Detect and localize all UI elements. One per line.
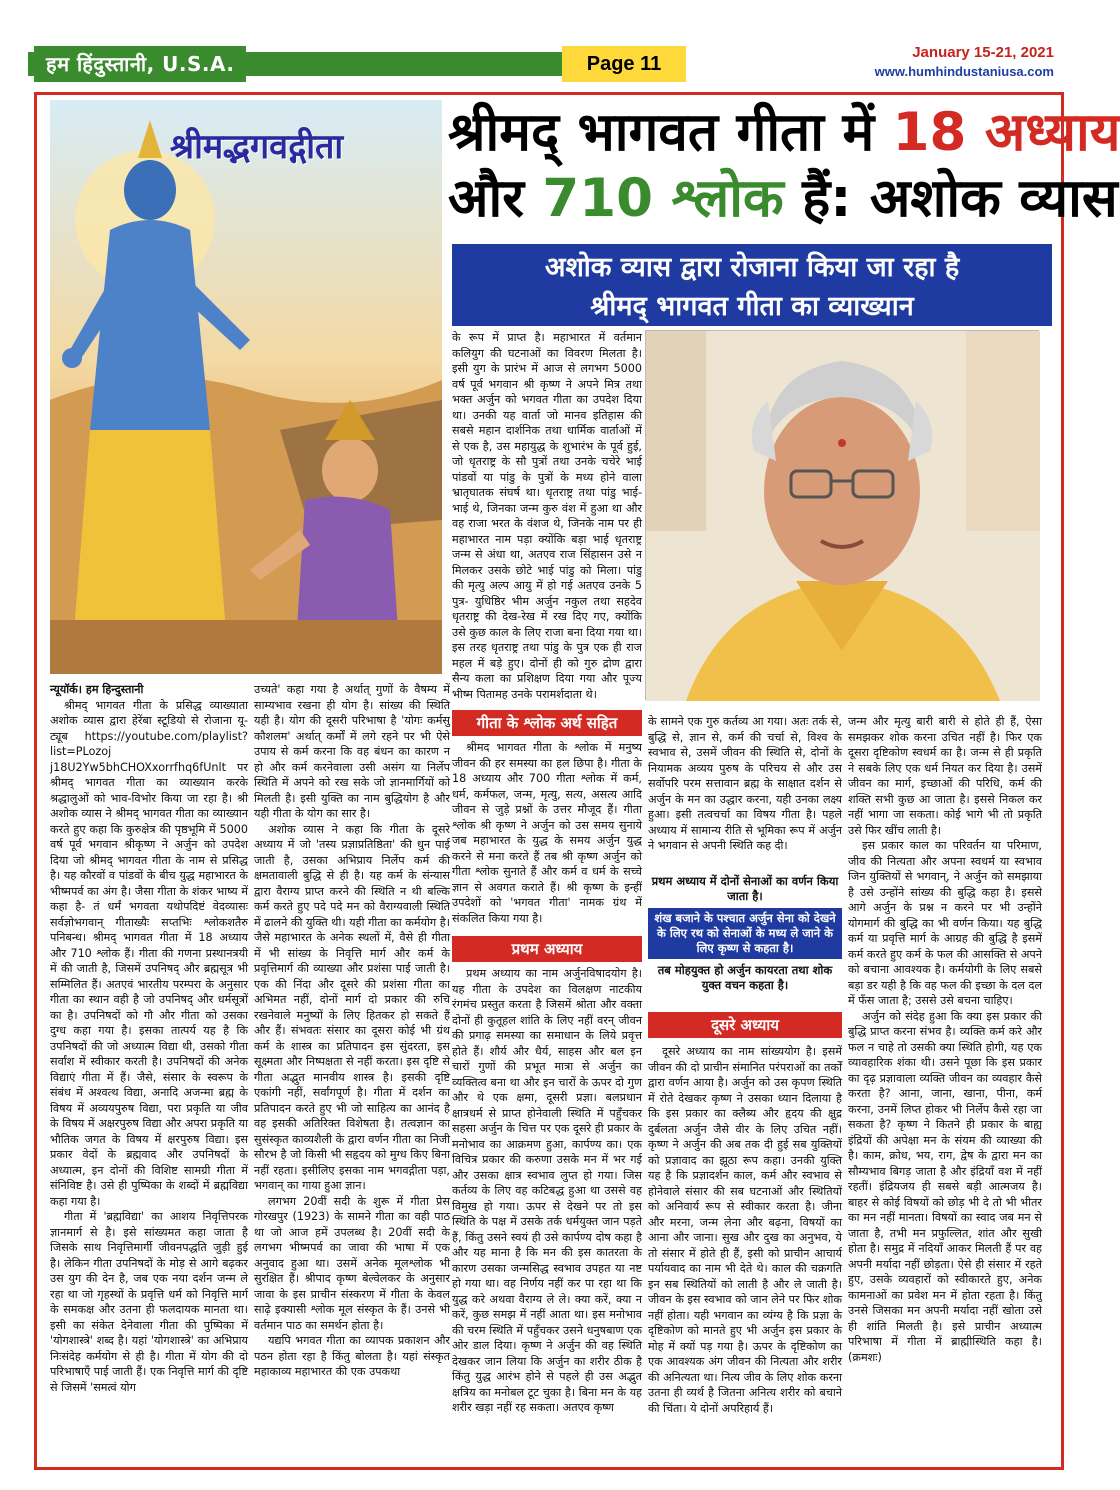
newspaper-title: हम हिंदुस्तानी, U.S.A.	[34, 46, 246, 82]
section-heading-chapter-2: दूसरे अध्याय	[648, 1012, 842, 1038]
gita-illustration	[50, 100, 442, 674]
issue-date: January 15-21, 2021	[912, 44, 1054, 61]
col2-paragraph-2: अशोक व्यास ने कहा कि गीता के दूसरे अध्याय में जो 'तस्य प्रज्ञाप्रतिष्ठिता' की धुन पाई जाती है, उसका अभिप्राय निर्लेप कर्म की क्षमतावाली बुद्धि से ही है। यह कर्म के संन्यास द्वारा वैराग्य प्राप्त करने की स्थिति न थी बल्कि कर्म करते हुए पदे पदे मन को वैराग्यवाली स्थिति में ढालने की युक्ति थी। यही गीता का कर्मयोग है। जैसे महाभारत के अनेक स्थलों में, वैसे ही गीता में भी सांख्य के निवृत्ति मार्ग और कर्म के प्रवृत्तिमार्ग की व्याख्या और प्रशंसा पाई जाती है। एक की निंदा और दूसरे की प्रशंसा गीता का अभिमत नहीं, दोनों मार्ग दो प्रकार की रुचि रखनेवाले मनुष्यों के लिए हितकर हो सकते हैं और हैं। संभवतः संसार का दूसरा कोई भी ग्रंथ कर्म के शास्त्र का प्रतिपादन इस सुंदरता, इस सूक्ष्मता और निष्पक्षता से नहीं करता। इस दृष्टि से गीता अद्भुत मानवीय शास्त्र है। इसकी दृष्टि एकांगी नहीं, सर्वांगपूर्ण है। गीता में दर्शन का प्रतिपादन करते हुए भी जो साहित्य का आनंद है वह इसकी अतिरिक्त विशेषता है। तत्वज्ञान का सुसंस्कृत काव्यशैली के द्वारा वर्णन गीता का निजी सौरभ है जो किसी भी सहृदय को मुग्ध किए बिना नहीं रहता। इसीलिए इसका नाम भगवद्गीता पड़ा, भगवान् का गाया हुआ ज्ञान।	[254, 822, 450, 1192]
col1-paragraph-1: श्रीमद् भागवत गीता के प्रसिद्ध व्याख्याता अशोक व्यास द्वारा हेरेंबा स्टूडियो से रोजाना यू- ट्यूब https://youtube.com/playlist?list=PLozoj j18U2Yw5bhCHOXxorrfhq6fUnlt पर श्रीमद् भागवत गीता का व्याख्यान करके श्रद्धालुओं को भाव-विभोर किया जा रहा है। श्री अशोक व्यास ने श्रीमद् भागवत गीता का व्याख्यान करते हुए कहा कि कुरुक्षेत्र की पृष्ठभूमि में 5000 वर्ष पूर्व भगवान श्रीकृष्ण ने अर्जुन को उपदेश दिया जो श्रीमद् भागवत गीता के नाम से प्रसिद्ध है। यह कौरवों व पांडवों के बीच युद्ध महाभारत के भीष्मपर्व का अंग है। जैसा गीता के शंकर भाष्य में कहा है- तं धर्मं भगवता यथोपदिष्टं वेदव्यासः सर्वज्ञोभगवान् गीताख्यैः सप्तभिः श्लोकशतैरु पनिबन्ध। श्रीमद् भागवत गीता में 18 अध्याय और 710 श्लोक हैं। गीता की गणना प्रस्थानत्रयी में की जाती है, जिसमें उपनिषद् और ब्रह्मसूत्र भी सम्मिलित हैं। अतएवं भारतीय परम्परा के अनुसार गीता का स्थान वही है जो उपनिषद् और धर्मसूत्रों का है। उपनिषदों को गौ और गीता को उसका दुग्ध कहा गया है। इसका तात्पर्य यह है कि उपनिषदों की जो अध्यात्म विद्या थी, उसको गीता सर्वांश में स्वीकार करती है। उपनिषदों की अनेक विद्याएं गीता में हैं। जैसे, संसार के स्वरूप के संबंध में अश्वत्थ विद्या, अनादि अजन्मा ब्रह्म के विषय में अव्ययपुरुष विद्या, परा प्रकृति या जीव के विषय में अक्षरपुरुष विद्या और अपरा प्रकृति या भौतिक जगत के विषय में क्षरपुरुष विद्या। इस प्रकार वेदों के ब्रह्मवाद और उपनिषदों के अध्यात्म, इन दोनों की विशिष्ट सामग्री गीता में संनिविष्ट है। उसे ही पुष्पिका के शब्दों में ब्रह्मविद्या कहा गया है।	[50, 698, 248, 1208]
article-column-3-top	[452, 330, 642, 710]
col4-paragraph-1: के सामने एक गुरु कर्तव्य आ गया। अतः तर्क से, बुद्धि से, ज्ञान से, कर्म की चर्चा से, विश्व के स्वभाव से, उसमें जीवन की स्थिति से, दोनों के नियामक अव्यय पुरुष के परिचय से और उस सर्वोपरि परम सत्तावान ब्रह्म के साक्षात दर्शन से अर्जुन के मन का उद्धार करना, यही उनका लक्ष्य हुआ। इसी तत्वचर्चा का विषय गीता है। पहले अध्याय में सामान्य रीति से भूमिका रूप में अर्जुन ने भगवान से अपनी स्थिति कह दी।	[648, 715, 842, 852]
subheadline-line-2: श्रीमद् भागवत गीता का व्याख्यान	[590, 291, 914, 322]
col2-paragraph-1: उच्यते' कहा गया है अर्थात् गुणों के वैषम्य में साम्यभाव रखना ही योग है। सांख्य की स्थिति यही है। योग की दूसरी परिभाषा है 'योगः कर्मसु कौशलम' अर्थात् कर्मों में लगे रहने पर भी ऐसे उपाय से कर्म करना कि वह बंधन का कारण न हो और कर्म करनेवाला उसी असंग या निर्लेप स्थिति में अपने को रख सके जो ज्ञानमार्गियों को मिलती है। इसी युक्ति का नाम बुद्धियोग है और यही गीता के योग का सार है।	[254, 683, 450, 820]
col5-paragraph-1: जन्म और मृत्यु बारी बारी से होते ही हैं, ऐसा समझकर शोक करना उचित नहीं है। फिर एक दूसरा दृष्टिकोण स्वधर्म का है। जन्म से ही प्रकृति ने सबके लिए एक धर्म नियत कर दिया है। उसमें जीवन का मार्ग, इच्छाओं की परिधि, कर्म की शक्ति सभी कुछ आ जाता है। इससे निकल कर नहीं भागा जा सकता। कोई भागे भी तो प्रकृति उसे फिर खींच लाती है।	[848, 715, 1042, 837]
chapter-1-callout	[648, 874, 842, 993]
headline-line-1	[448, 100, 1120, 166]
headline-line2-end: हैं: अशोक व्यास	[783, 168, 1118, 229]
article-byline: न्यूयॉर्क। हम हिन्दुस्तानी	[50, 683, 144, 696]
article-column-1	[50, 682, 248, 1460]
col3-paragraph-1: के रूप में प्राप्त है। महाभारत में वर्तमान कलियुग की घटनाओं का विवरण मिलता है। इसी युग के प्रारंभ में आज से लगभग 5000 वर्ष पूर्व भगवान श्री कृष्ण ने अपने मित्र तथा भक्त अर्जुन को भगवत गीता का उपदेश दिया था। उनकी यह वार्ता जो मानव इतिहास की सबसे महान दार्शनिक तथा धार्मिक वार्ताओं में से एक है, उस महायुद्ध के शुभारंभ के पूर्व हुई, जो धृतराष्ट्र के सौ पुत्रों तथा उनके चचेरे भाई पांडवों या पांडु के पुत्रों के मध्य होने वाला भ्रातृघातक संघर्ष था। धृतराष्ट्र तथा पांडु भाई-भाई थे, जिनका जन्म कुरु वंश में हुआ था और वह राजा भरत के वंशज थे, जिनके नाम पर ही महाभारत नाम पड़ा क्योंकि बड़ा भाई धृतराष्ट्र जन्म से अंधा था, अतएव राज सिंहासन उसे न मिलकर उसके छोटे भाई पांडु को मिला। पांडु की मृत्यु अल्प आयु में हो गई अतएव उनके 5 पुत्र- युधिष्ठिर भीम अर्जुन नकुल तथा सहदेव धृतराष्ट्र की देख-रेख में रख दिए गए, क्योंकि उसे कुछ काल के लिए राजा बना दिया गया था। इस तरह धृतराष्ट्र तथा पांडु के पुत्र एक ही राज महल में बड़े हुए। दोनों ही को गुरु द्रोण द्वारा सैन्य कला का प्रशिक्षण दिया गया और पूज्य भीष्म पितामह उनके परामर्शदाता थे।	[452, 331, 642, 701]
krishna-arjuna-illustration	[50, 100, 442, 674]
callout-bottom: तब मोहयुक्त हो अर्जुन कायरता तथा शोक युक्त वचन कहता है।	[657, 963, 833, 992]
headline-line1-highlight: 18 अध्याय	[892, 102, 1120, 163]
page-number: Page 11	[562, 46, 686, 82]
headline-line-2	[448, 166, 1118, 232]
callout-top: प्रथम अध्याय में दोनों सेनाओं का वर्णन किया जाता है।	[651, 874, 839, 903]
headline-line2-highlight: 710 श्लोक	[542, 168, 784, 229]
col5-paragraph-2: इस प्रकार काल का परिवर्तन या परिमाण, जीव की नित्यता और अपना स्वधर्म या स्वभाव जिन युक्तियों से भगवान्, ने अर्जुन को समझाया है उसे उन्होंने सांख्य की बुद्धि कहा है। इससे आगे अर्जुन के प्रश्न न करने पर भी उन्होंने योगमार्ग की बुद्धि का भी वर्णन किया। यह बुद्धि कर्म या प्रवृत्ति मार्ग के आग्रह की बुद्धि है इसमें कर्म करते हुए कर्म के फल की आसक्ति से अपने को बचाना आवश्यक है। कर्मयोगी के लिए सबसे बड़ा डर यही है कि वह फल की इच्छा के दल दल में फँस जाता है; उससे उसे बचना चाहिए।	[848, 839, 1042, 1007]
article-column-2	[254, 682, 450, 1460]
section-heading-shlok: गीता के श्लोक अर्थ सहित	[452, 710, 642, 736]
headline-line2-text: और	[448, 168, 543, 229]
article-column-3-mid	[452, 740, 642, 938]
speaker-portrait	[646, 331, 1040, 701]
speaker-photo	[645, 330, 1039, 700]
col5-paragraph-3: अर्जुन को संदेह हुआ कि क्या इस प्रकार की बुद्धि प्राप्त करना संभव है। व्यक्ति कर्म करे और फल न चाहे तो उसकी क्या स्थिति होगी, यह एक व्यावहारिक शंका थी। उसने पूछा कि इस प्रकार का दृढ़ प्रज्ञावाला व्यक्ति जीवन का व्यवहार कैसे करता है? आना, जाना, खाना, पीना, कर्म करना, उनमें लिप्त होकर भी निर्लेप कैसे रहा जा सकता है? कृष्ण ने कितने ही प्रकार के बाह्य इंद्रियों की अपेक्षा मन के संयम की व्याख्या की है। काम, क्रोध, भय, राग, द्वेष के द्वारा मन का सौम्यभाव बिगड़ जाता है और इंद्रियाँ वश में नहीं रहतीं। इंद्रियजय ही सबसे बड़ी आत्मजय है। बाहर से कोई विषयों को छोड़ भी दे तो भी भीतर का मन नहीं मानता। विषयों का स्वाद जब मन से जाता है, तभी मन प्रफुल्लित, शांत और सुखी होता है। समुद्र में नदियाँ आकर मिलती हैं पर वह अपनी मर्यादा नहीं छोड़ता। ऐसे ही संसार में रहते हुए, उसके व्यवहारों को स्वीकारते हुए, अनेक कामनाओं का प्रवेश मन में होता रहता है। किंतु उनसे जिसका मन अपनी मर्यादा नहीं खोता उसे ही शांति मिलती है। इसे प्राचीन अध्यात्म परिभाषा में गीता में ब्राह्मीस्थिति कहा है। (क्रमशः)	[848, 1009, 1042, 1364]
headline	[448, 100, 1120, 232]
website-link[interactable]: www.humhindustaniusa.com	[874, 64, 1054, 79]
col4-paragraph-2: दूसरे अध्याय का नाम सांख्ययोग है। इसमें जीवन की दो प्राचीन संमानित परंपराओं का तर्कों द्वारा वर्णन आया है। अर्जुन को उस कृपण स्थिति में रोते देखकर कृष्ण ने उसका ध्यान दिलाया है कि इस प्रकार का क्लैब्य और हृदय की क्षुद्र दुर्बलता अर्जुन जैसे वीर के लिए उचित नहीं। कृष्ण ने अर्जुन की अब तक दी हुई सब युक्तियों को प्रज्ञावाद का झूठा रूप कहा। उनकी युक्ति यह है कि प्रज्ञादर्शन काल, कर्म और स्वभाव से होनेवाले संसार की सब घटनाओं और स्थितियों को अनिवार्य रूप से स्वीकार करता है। जीना और मरना, जन्म लेना और बढ़ना, विषयों का आना और जाना। सुख और दुख का अनुभव, ये तो संसार में होते ही हैं, इसी को प्राचीन आचार्य पर्यायवाद का नाम भी देते थे। काल की चक्रगति इन सब स्थितियों को लाती है और ले जाती है। जीवन के इस स्वभाव को जान लेने पर फिर शोक नहीं होता। यही भगवान का व्यंग्य है कि प्रज्ञा के दृष्टिकोण को मानते हुए भी अर्जुन इस प्रकार के मोह में क्यों पड़ गया है। ऊपर के दृष्टिकोण का एक आवश्यक अंग जीवन की नित्यता और शरीर की अनित्यता था। नित्य जीव के लिए शोक करना उतना ही व्यर्थ है जितना अनित्य शरीर को बचाने की चिंता। ये दोनों अपरिहार्य हैं।	[648, 1045, 842, 1415]
col1-paragraph-2: गीता में 'ब्रह्मविद्या' का आशय निवृत्तिपरक ज्ञानमार्ग से है। इसे सांख्यमत कहा जाता है जिसके साथ निवृत्तिमार्गी जीवनपद्धति जुड़ी हुई है। लेकिन गीता उपनिषदों के मोड़ से आगे बढ़कर उस युग की देन है, जब एक नया दर्शन जन्म ले रहा था जो गृहस्थों के प्रवृत्ति धर्म को निवृत्ति मार्ग के समकक्ष और उतना ही फलदायक मानता था। इसी का संकेत देनेवाला गीता की पुष्पिका में 'योगशास्त्रे' शब्द है। यहां 'योगशास्त्रे' का अभिप्राय निःसंदेह कर्मयोग से ही है। गीता में योग की दो परिभाषाएँ पाई जाती हैं। एक निवृत्ति मार्ग की दृष्टि से जिसमें 'समत्वं योग	[50, 1210, 248, 1394]
image-caption-label: श्रीमद्भगवद्गीता	[170, 127, 344, 167]
col3-paragraph-3: प्रथम अध्याय का नाम अर्जुनविषादयोग है। यह गीता के उपदेश का विलक्षण नाटकीय रंगमंच प्रस्तुत करता है जिसमें श्रोता और वक्ता दोनों ही कुतूहल शांति के लिए नहीं वरन् जीवन की प्रगाढ़ समस्या का समाधान के लिये प्रवृत्त होते हैं। शौर्य और धैर्य, साहस और बल इन चारों गुणों की प्रभूत मात्रा से अर्जुन का व्यक्तित्व बना था और इन चारों के ऊपर दो गुण और थे एक क्षमा, दूसरी प्रज्ञा। बलप्रधान क्षात्रधर्म से प्राप्त होनेवाली स्थिति में पहुँचकर सहसा अर्जुन के चित्त पर एक दूसरे ही प्रकार के मनोभाव का आक्रमण हुआ, कार्पण्य का। एक विचित्र प्रकार की करुणा उसके मन में भर गई और उसका क्षात्र स्वभाव लुप्त हो गया। जिस कर्तव्य के लिए वह कटिबद्ध हुआ था उससे वह विमुख हो गया। ऊपर से देखने पर तो इस स्थिति के पक्ष में उसके तर्क धर्मयुक्त जान पड़ते हैं, किंतु उसने स्वयं ही उसे कार्पण्य दोष कहा है और यह माना है कि मन की इस कातरता के कारण उसका जन्मसिद्ध स्वभाव उपहत या नष्ट हो गया था। वह निर्णय नहीं कर पा रहा था कि युद्ध करे अथवा वैराग्य ले ले। क्या करें, क्या न करें, कुछ समझ में नहीं आता था। इस मनोभाव की चरम स्थिति में पहुँचकर उसने धनुषबाण एक ओर डाल दिया। कृष्ण ने अर्जुन की वह स्थिति देखकर जान लिया कि अर्जुन का शरीर ठीक है किंतु युद्ध आरंभ होने से पहले ही उस अद्भुत क्षत्रिय का मनोबल टूट चुका है। बिना मन के यह शरीर खड़ा नहीं रह सकता। अतएव कृष्ण	[452, 967, 642, 1414]
article-column-5	[848, 714, 1042, 1460]
col2-paragraph-4: यद्यपि भगवत गीता का व्यापक प्रकाशन और पठन होता रहा है किंतु बोलता है। यहां संस्कृत महाकाव्य महाभारत की एक उपकथा	[254, 1334, 450, 1378]
callout-middle: शंख बजाने के पश्चात अर्जुन सेना को देखने के लिए रथ को सेनाओं के मध्य ले जाने के लिए कृष्ण से कहता है।	[648, 908, 842, 959]
masthead	[28, 46, 1068, 86]
article-column-3-bottom	[452, 966, 642, 1460]
article-column-4-top	[648, 714, 842, 874]
section-heading-chapter-1: प्रथम अध्याय	[452, 936, 642, 962]
col3-paragraph-2: श्रीमद भागवत गीता के श्लोक में मनुष्य जीवन की हर समस्या का हल छिपा है। गीता के 18 अध्याय और 700 गीता श्लोक में कर्म, धर्म, कर्मफल, जन्म, मृत्यु, सत्य, असत्य आदि जीवन से जुड़े प्रश्नों के उत्तर मौजूद हैं। गीता श्लोक श्री कृष्ण ने अर्जुन को उस समय सुनाये जब महाभारत के युद्ध के समय अर्जुन युद्ध करने से मना करते हैं तब श्री कृष्ण अर्जुन को गीता श्लोक सुनाते हैं और कर्म व धर्म के सच्चे ज्ञान से अवगत कराते हैं। श्री कृष्ण के इन्हीं उपदेशों को 'भगवत गीता' नामक ग्रंथ में संकलित किया गया है।	[452, 741, 642, 925]
subheadline-box	[452, 244, 1052, 326]
article-column-4-bottom	[648, 1044, 842, 1460]
headline-line1-text: श्रीमद् भागवत गीता में	[448, 102, 893, 163]
subheadline-line-1: अशोक व्यास द्वारा रोजाना किया जा रहा है	[544, 252, 960, 283]
col2-paragraph-3: लगभग 20वीं सदी के शुरू में गीता प्रेस गोरखपुर (1923) के सामने गीता का वही पाठ था जो आज हमें उपलब्ध है। 20वीं सदी के लगभग भीष्मपर्व का जावा की भाषा में एक अनुवाद हुआ था। उसमें अनेक मूलश्लोक भी सुरक्षित हैं। श्रीपाद कृष्ण बेल्वेलकर के अनुसार जावा के इस प्राचीन संस्करण में गीता के केवल साढ़े इक्यासी श्लोक मूल संस्कृत के हैं। उनसे भी वर्तमान पाठ का समर्थन होता है।	[254, 1194, 450, 1332]
